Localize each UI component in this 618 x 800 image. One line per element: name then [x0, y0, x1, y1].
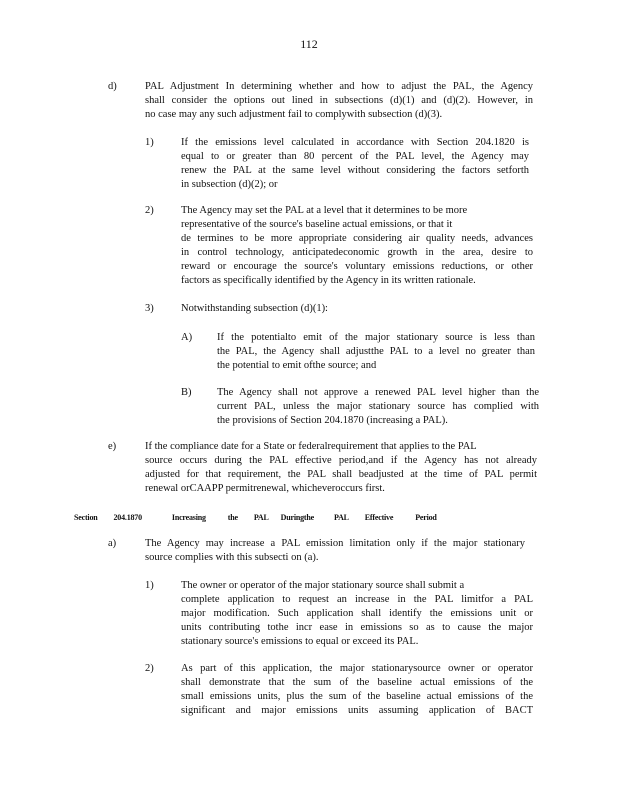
paragraph-line: adjusted for that requirement, the PAL shall beadjusted at the time of PAL permit [145, 469, 537, 480]
paragraph-line: PAL Adjustment In determining whether and how to adjust the PAL, the Agency [145, 81, 533, 92]
paragraph-line: no case may any such adjustment fail to complywith subsection (d)(3). [145, 109, 443, 120]
paragraph-a [145, 537, 525, 565]
item-marker-e: e) [108, 441, 117, 452]
paragraph-line: the PAL, the Agency shall adjustthe PAL to a level no greater than [217, 346, 535, 357]
paragraph-B [217, 386, 539, 428]
section-heading-word: PAL [253, 513, 269, 522]
paragraph-line: representative of the source's baseline actual emissions, or that it [181, 219, 453, 230]
item-marker-2: 2) [145, 663, 154, 674]
paragraph-line: The Agency may set the PAL at a level that it determines to be more [181, 205, 468, 216]
paragraph-line: source complies with this subsecti on (a). [145, 552, 319, 563]
page-number: 112 [300, 37, 318, 51]
paragraph-line: stationary source's emissions to equal or exceed its PAL. [181, 636, 419, 647]
paragraph-d3 [181, 302, 481, 316]
section-heading [74, 512, 437, 524]
paragraph-line: The Agency shall not approve a renewed PAL level higher than the [217, 387, 539, 398]
section-heading-word: Increasing [171, 513, 206, 522]
paragraph-line: units contributing tothe incr ease in emissions so as to cause the major [181, 622, 533, 633]
item-marker-1: 1) [145, 580, 154, 591]
paragraph-line: the provisions of Section 204.1870 (increasing a PAL). [217, 415, 448, 426]
section-heading-word: Duringthe [280, 513, 314, 522]
paragraph-line: current PAL, unless the major stationary source has complied with [217, 401, 539, 412]
paragraph-d [145, 80, 533, 122]
paragraph-line: complete application to request an increase in the PAL limitfor a PAL [181, 594, 533, 605]
paragraph-line: shall consider the options out lined in subsections (d)(1) and (d)(2). However, in [145, 95, 533, 106]
paragraph-line: major modification. Such application shall identify the emissions unit or [181, 608, 533, 619]
item-marker-d: d) [108, 81, 117, 92]
paragraph-line: If the potentialto emit of the major stationary source is less than [217, 332, 535, 343]
paragraph-line: equal to or greater than 80 percent of the PAL level, the Agency may [181, 151, 529, 162]
paragraph-line: As part of this application, the major stationarysource owner or operator [181, 663, 533, 674]
paragraph-line: source occurs during the PAL effective period,and if the Agency has not already [145, 455, 537, 466]
section-heading-word: Effective [364, 513, 394, 522]
item-marker-a: a) [108, 538, 117, 549]
paragraph-line: significant and major emissions units assuming application of BACT [181, 705, 533, 716]
item-marker-A: A) [181, 332, 193, 343]
item-marker-3: 3) [145, 303, 154, 314]
paragraph-A [217, 331, 535, 373]
paragraph-a1 [181, 579, 533, 649]
paragraph-line: If the compliance date for a State or federalrequirement that applies to the PAL [145, 441, 477, 452]
paragraph-line: shall demonstrate that the sum of the baseline actual emissions of the [181, 677, 533, 688]
paragraph-line: factors as specifically identified by the Agency in its written rationale. [181, 275, 476, 286]
section-heading-word: 204.1870 [113, 513, 142, 522]
paragraph-line: If the emissions level calculated in accordance with Section 204.1820 is [181, 137, 529, 148]
paragraph-line: renewal orCAAPP permitrenewal, whicheveroccurs first. [145, 483, 385, 494]
paragraph-line: The Agency may increase a PAL emission limitation only if the major stationary [145, 538, 525, 549]
paragraph-line: renew the PAL at the same level without considering the factors setforth [181, 165, 529, 176]
paragraph-line: reward or encourage the source's voluntary emissions reductions, or other [181, 261, 533, 272]
item-marker-1: 1) [145, 137, 154, 148]
paragraph-line: de termines to be more appropriate considering air quality needs, advances [181, 233, 533, 244]
paragraph-d1 [181, 136, 529, 192]
paragraph-line: small emissions units, plus the sum of the baseline actual emissions of the [181, 691, 533, 702]
paragraph-line: Notwithstanding subsection (d)(1): [181, 303, 328, 314]
paragraph-line: the potential to emit ofthe source; and [217, 360, 377, 371]
paragraph-line: in control technology, anticipatedeconomic growth in the area, desire to [181, 247, 533, 258]
paragraph-line: The owner or operator of the major stationary source shall submit a [181, 580, 465, 591]
paragraph-line: in subsection (d)(2); or [181, 179, 278, 190]
section-heading-word: PAL [333, 513, 349, 522]
paragraph-e [145, 440, 537, 496]
item-marker-B: B) [181, 387, 192, 398]
paragraph-a2 [181, 662, 533, 718]
item-marker-2: 2) [145, 205, 154, 216]
section-heading-word: the [227, 513, 238, 522]
paragraph-d2 [181, 204, 533, 288]
section-heading-word: Period [415, 513, 437, 522]
section-heading-word: Section [74, 513, 98, 522]
